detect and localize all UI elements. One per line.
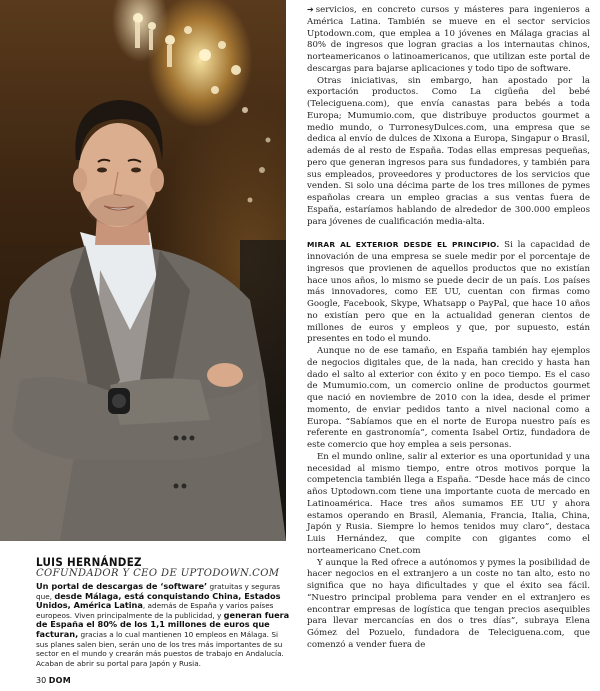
caption-segment: , además de España y varios países europeos. Viven principalmente de la publicidad, y bbox=[36, 601, 274, 620]
caption-body bbox=[36, 582, 290, 668]
caption-segment: desde Málaga, está conquistando China, Estados Unidos, América Latina bbox=[36, 590, 281, 611]
caption-role: COFUNDADOR Y CEO DE UPTODOWN.COM bbox=[36, 568, 280, 579]
article-column bbox=[307, 4, 590, 652]
article-paragraph: Y aunque la Red ofrece a autónomos y pymes la posibilidad de hacer negocios en el extranjero a un coste no tan alto, esto no significa que no haya dificultades y que el éxito sea fácil. “Nuestro principal problema para vender en el extranjero es encontrar empresas de logística que tengan precios asequibles para llevar mercancías en dos o tres días”, subraya Elena Gómez del Pozuelo, fundadora de Teleciguena.com, que comenzó a vender fuera de bbox=[307, 557, 590, 650]
portrait-photo bbox=[0, 0, 286, 541]
page-number: 30 bbox=[36, 676, 47, 685]
caption-segment: gracias a lo cual mantienen 10 empleos en Málaga. Si sus planes salen bien, serán uno de los tres más importantes de su sector en el mundo y crearán más puestos de trabajo en Andalucía. Acaban de abrir su portal para Japón y Rusia. bbox=[36, 629, 284, 668]
portrait-illustration bbox=[0, 0, 286, 541]
paragraph-text: Si la capacidad de innovación de una empresa se suele medir por el porcentaje de ingresos que provienen de aquellos productos que no existían hace unos años, lo mismo se puede decir de un país. Los países más innovadores, como EE UU, cuentan con firmas como Google, Facebook, Skype, Whatsapp o PayPal, que hace 10 años no existían pero que en la actualidad generan cientos de millones de euros y empleos y que, por supuesto, están presentes en todo el mundo. bbox=[307, 240, 590, 345]
arrow-icon: ➔ bbox=[307, 5, 314, 14]
article-paragraph: En el mundo online, salir al exterior es una oportunidad y una necesidad al mismo tiempo, entre otros motivos porque la competencia también llega a España. “Desde hace más de cinco años Uptodown.com tiene una importante cuota de mercado en Latinoamérica. Hace tres años sumamos EE UU y ahora estamos operando en Brasil, Alemania, Francia, Italia, China, Japón y Rusia. Siempre lo hemos tenidos muy claro”, destaca Luis Hernández, que compite con gigantes como el norteamericano Cnet.com bbox=[307, 451, 590, 556]
caption-name: LUIS HERNÁNDEZ bbox=[36, 555, 142, 569]
hand bbox=[207, 363, 243, 387]
article-paragraph: Otras iniciativas, sin embargo, han apostado por la exportación productos. Como La cigüeña del bebé (Teleciguena.com), que envía canastas para bebés a toda Europa; Mumumio.com, que distribuye productos gourmet a medio mundo, o TurronesyDulces.com, una empresa que se dedica al envío de dulces de Xixona a Europa, Singapur o Brasil, además de al resto de España. Todas ellas empresas pequeñas, pero que generan ingresos para sus fundadores, y también para sus empleados, proveedores y productores de los servicios que venden. Si solo una décima parte de los tres millones de pymes españolas creara un empleo gracias a sus ventas fuera de España, estaríamos hablando de alrededor de 300.000 empleos para jóvenes de cualificación media-alta. bbox=[307, 75, 590, 227]
caption-segment: gratuitas y seguras que, bbox=[36, 582, 281, 601]
section-lead: MIRAR AL EXTERIOR DESDE EL PRINCIPIO. bbox=[307, 240, 500, 250]
article-paragraph: Aunque no de ese tamaño, en España también hay ejemplos de negocios digitales que, de la nada, han crecido y hasta han dado el salto al exterior con éxito y en poco tiempo. Es el caso de Mumumio.com, un comercio online de productos gourmet que nació en noviembre de 2010 con la idea, desde el primer momento, de enviar pedidos tanto a nivel nacional como a Europa. “Sabíamos que en el norte de Europa nuestro país es referente en gastronomía”, comenta Isabel Ortiz, fundadora de este comercio que hoy emplea a seis personas. bbox=[307, 346, 590, 450]
article-paragraph bbox=[307, 4, 590, 76]
magazine-name: DOM bbox=[48, 676, 72, 685]
paragraph-text: servicios, en concreto cursos y másteres para ingenieros a América Latina. También se mueve en el sector servicios Uptodown.com, que emplea a 10 jóvenes en Málaga gracias al 80% de ingresos que logran gracias a los internautas chinos, norteamericanos o latinoamericanos, que utilizan este portal de descargas para bajarse aplicaciones y todo tipo de software. bbox=[307, 5, 590, 74]
page-footer bbox=[36, 676, 71, 685]
caption-segment: generan fuera de España el 80% de los 1,1 millones de euros que facturan, bbox=[36, 609, 290, 639]
article-paragraph bbox=[307, 239, 590, 346]
photo-caption bbox=[36, 556, 290, 668]
caption-segment: Un portal de descargas de ‘software’ bbox=[36, 581, 208, 591]
